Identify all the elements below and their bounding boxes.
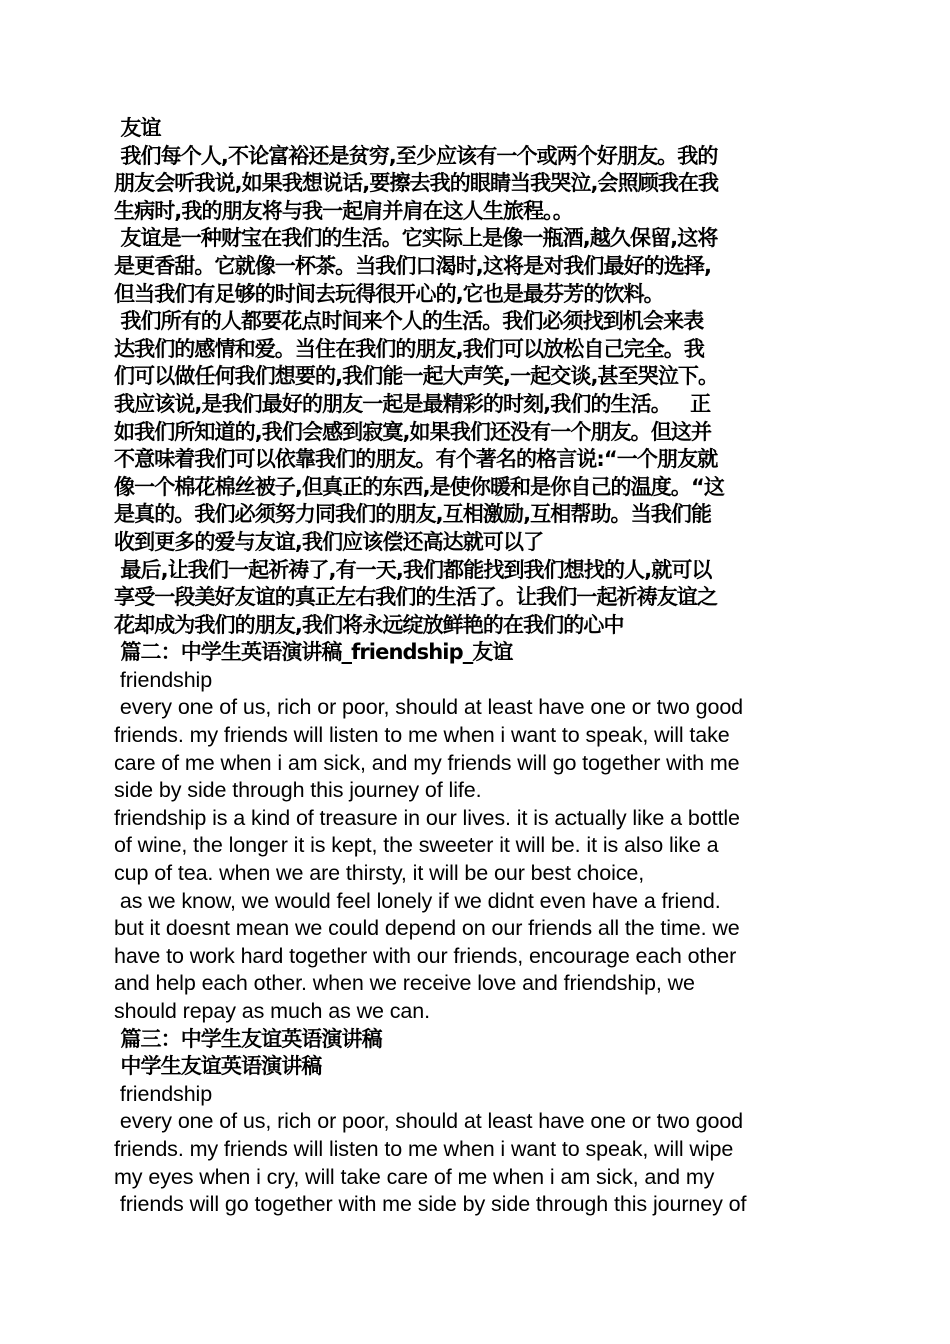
- text-line: cup of tea. when we are thirsty, it will be our best choice,: [114, 861, 645, 886]
- text-line: 花却成为我们的朋友,我们将永远绽放鲜艳的在我们的心中: [114, 612, 624, 637]
- text-line: as we know, we would feel lonely if we didnt even have a friend.: [114, 888, 721, 913]
- text-line: 享受一段美好友谊的真正左右我们的生活了。让我们一起祈祷友谊之: [114, 585, 717, 610]
- text-line: 是真的。我们必须努力同我们的朋友,互相激励,互相帮助。当我们能: [114, 502, 712, 527]
- text-line: friends. my friends will listen to me when i want to speak, will wipe: [114, 1136, 734, 1161]
- text-line: 我们每个人,不论富裕还是贫穷,至少应该有一个或两个好朋友。我的: [114, 143, 718, 168]
- text-line: 们可以做任何我们想要的,我们能一起大声笑,一起交谈,甚至哭泣下。: [114, 364, 719, 389]
- text-line: every one of us, rich or poor, should at least have one or two good: [114, 695, 744, 720]
- text-line: 最后,让我们一起祈祷了,有一天,我们都能找到我们想找的人,就可以: [114, 557, 712, 582]
- text-line: side by side through this journey of life.: [114, 778, 482, 803]
- text-line: 是更香甜。它就像一杯茶。当我们口渴时,这将是对我们最好的选择,: [114, 253, 712, 278]
- text-line: 中学生友谊英语演讲稿: [114, 1054, 322, 1079]
- text-line: my eyes when i cry, will take care of me when i am sick, and my: [114, 1164, 715, 1189]
- text-line: care of me when i am sick, and my friends will go together with me: [114, 750, 740, 775]
- text-line: 友谊是一种财宝在我们的生活。它实际上是像一瓶酒,越久保留,这将: [114, 226, 718, 251]
- text-line: friends will go together with me side by side through this journey of: [114, 1192, 747, 1217]
- text-line: 我应该说,是我们最好的朋友一起是最精彩的时刻,我们的生活。 正: [114, 391, 711, 416]
- text-line: but it doesnt mean we could depend on our friends all the time. we: [114, 916, 740, 941]
- text-line: 如我们所知道的,我们会感到寂寞,如果我们还没有一个朋友。但这并: [114, 419, 712, 444]
- text-line: 朋友会听我说,如果我想说话,要擦去我的眼睛当我哭泣,会照顾我在我: [114, 171, 719, 196]
- text-line: should repay as much as we can.: [114, 999, 430, 1023]
- text-line: 篇三：中学生友谊英语演讲稿: [114, 1026, 382, 1051]
- text-line: 生病时,我的朋友将与我一起肩并肩在这人生旅程。。: [114, 198, 573, 223]
- text-line: 但当我们有足够的时间去玩得很开心的,它也是最芬芳的饮料。: [114, 281, 664, 306]
- text-line: friends. my friends will listen to me when i want to speak, will take: [114, 723, 730, 748]
- text-line: every one of us, rich or poor, should at least have one or two good: [114, 1109, 744, 1134]
- text-line: 我们所有的人都要花点时间来个人的生活。我们必须找到机会来表: [114, 309, 704, 334]
- text-line: 达我们的感情和爱。当住在我们的朋友,我们可以放松自己完全。我: [114, 336, 704, 361]
- text-line: 像一个棉花棉丝被子,但真正的东西,是使你暖和是你自己的温度。“这: [114, 474, 724, 499]
- text-line: of wine, the longer it is kept, the sweeter it will be. it is also like a: [114, 833, 719, 858]
- text-line: 友谊: [114, 116, 161, 140]
- text-line: and help each other. when we receive love and friendship, we: [114, 971, 695, 996]
- document-body: [114, 115, 834, 1219]
- text-line: have to work hard together with our friends, encourage each other: [114, 943, 737, 968]
- text-line: friendship: [114, 1081, 213, 1106]
- text-line: friendship is a kind of treasure in our lives. it is actually like a bottle: [114, 805, 740, 830]
- text-line: 收到更多的爱与友谊,我们应该偿还高达就可以了: [114, 529, 544, 554]
- text-line: 不意味着我们可以依靠我们的朋友。有个著名的格言说:“一个朋友就: [114, 447, 718, 472]
- text-line: friendship: [114, 667, 213, 692]
- text-line: 篇二：中学生英语演讲稿_friendship_友谊: [114, 640, 513, 665]
